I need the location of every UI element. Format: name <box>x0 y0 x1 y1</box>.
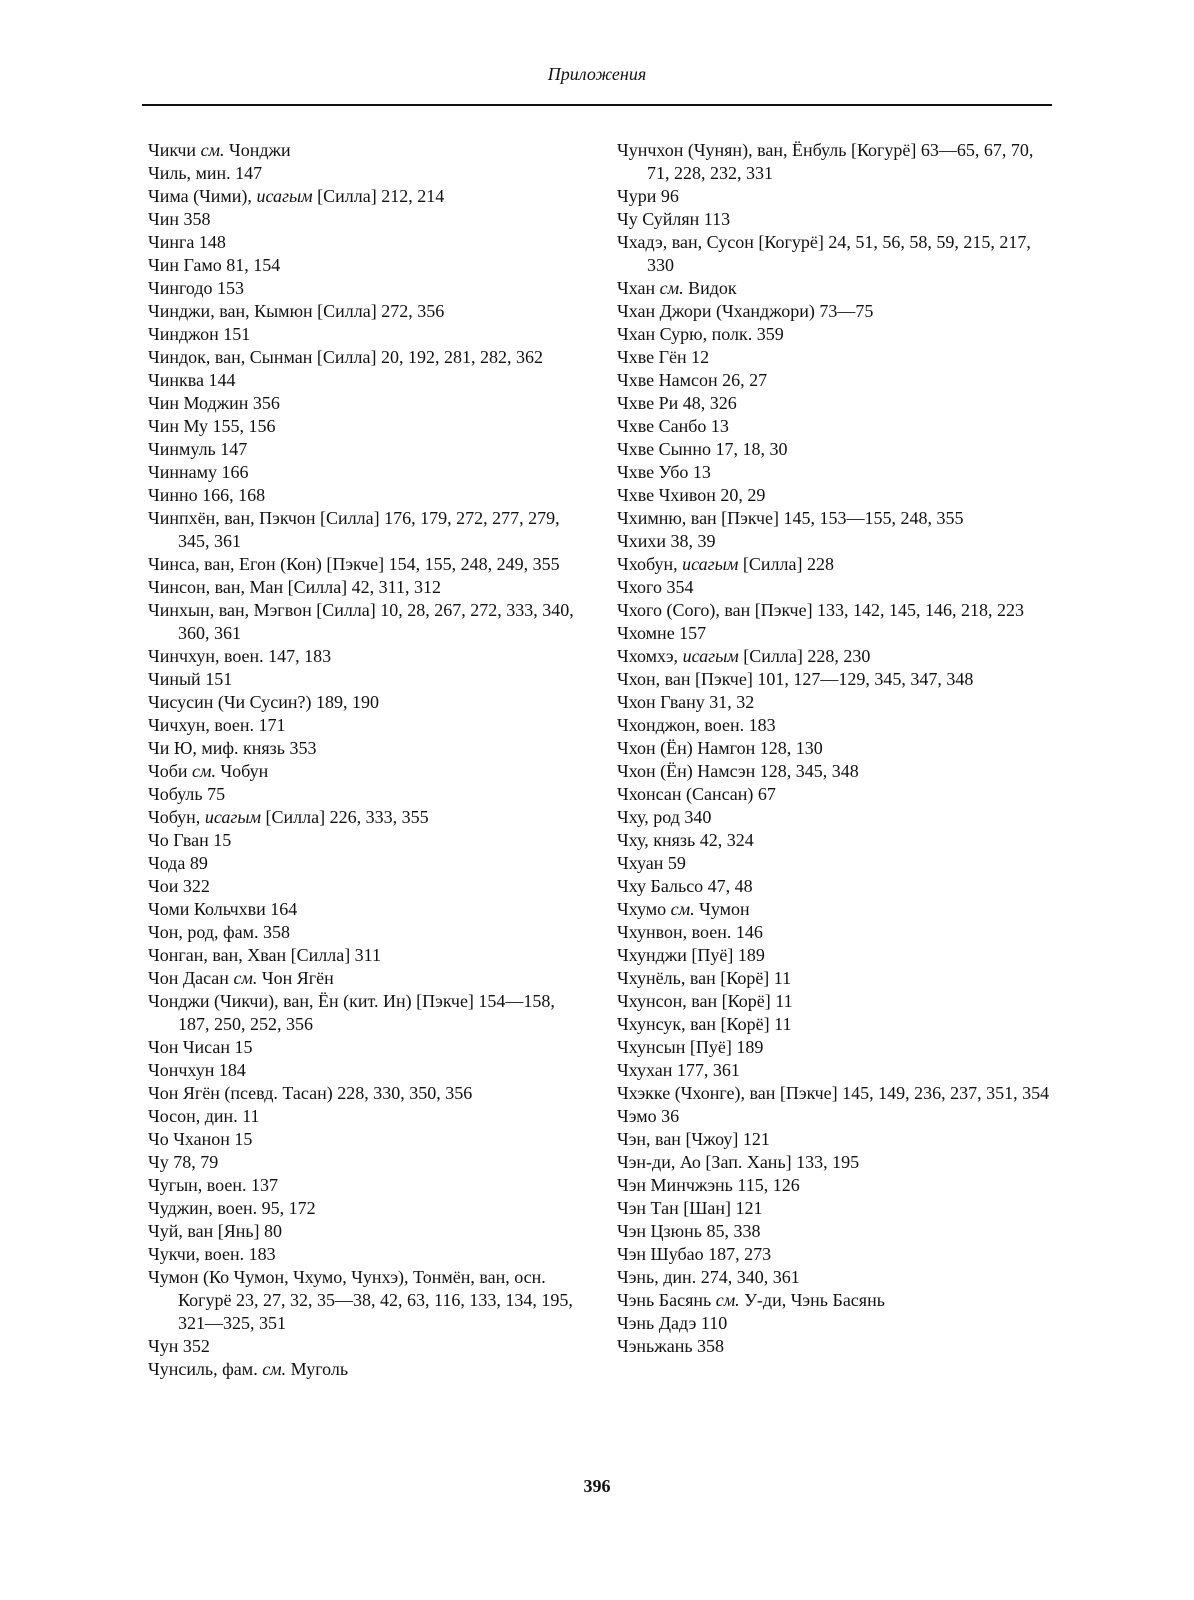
index-entry: Чинджон 151 <box>148 324 251 344</box>
italic-term: исагым <box>204 807 262 827</box>
index-entry: Чисусин (Чи Сусин?) 189, 190 <box>148 692 379 712</box>
index-entry: Чобуль 75 <box>148 784 226 804</box>
index-column-left <box>148 139 585 1381</box>
index-entry: Чон, род, фам. 358 <box>148 922 291 942</box>
index-entry: Чи Ю, миф. князь 353 <box>148 738 317 758</box>
italic-term: исагым <box>682 554 739 574</box>
index-entry: Чон Дасан см. Чон Ягён <box>148 968 334 988</box>
index-entry: Чхунвон, воен. 146 <box>617 922 763 942</box>
page-number: 396 <box>583 1476 611 1496</box>
italic-term: см. <box>192 761 216 781</box>
index-entry: Чэн, ван [Чжоу] 121 <box>617 1129 770 1149</box>
index-entry: Чхумо см. Чумон <box>617 899 750 919</box>
index-entry: Чун 352 <box>148 1336 210 1356</box>
index-entry: Чэн Шубао 187, 273 <box>617 1244 772 1264</box>
italic-term: исагым <box>682 646 739 666</box>
index-entry: Чэн Цзюнь 85, 338 <box>617 1221 761 1241</box>
index-entry: Чинса, ван, Егон (Кон) [Пэкче] 154, 155, 248, 249, 355 <box>148 554 560 574</box>
index-entry: Чхонджон, воен. 183 <box>617 715 776 735</box>
italic-term: исагым <box>256 186 313 206</box>
index-entry: Чхухан 177, 361 <box>617 1060 740 1080</box>
italic-term: см. <box>659 278 684 298</box>
index-entry: Чху Бальсо 47, 48 <box>617 876 753 896</box>
index-entry: Чхон, ван [Пэкче] 101, 127—129, 345, 347, 348 <box>617 669 974 689</box>
index-entry: Чху, князь 42, 324 <box>617 830 754 850</box>
index-entry: Чинно 166, 168 <box>148 485 266 505</box>
index-entry: Чхомне 157 <box>617 623 707 643</box>
index-entry: Чхомхэ, исагым [Силла] 228, 230 <box>617 646 871 666</box>
index-entry: Чугын, воен. 137 <box>148 1175 279 1195</box>
italic-term: см. <box>200 140 225 160</box>
index-entry: Чон Чисан 15 <box>148 1037 253 1057</box>
running-title: Приложения <box>547 64 647 84</box>
index-entry: Чиндок, ван, Сынман [Силла] 20, 192, 281, 282, 362 <box>148 347 543 367</box>
index-entry: Чхве Намсон 26, 27 <box>617 370 768 390</box>
index-entry: Чобун, исагым [Силла] 226, 333, 355 <box>148 807 429 827</box>
index-entry: Чхунёль, ван [Корё] 11 <box>617 968 792 988</box>
index-entry: Чхихи 38, 39 <box>617 531 716 551</box>
index-entry: Чэн Минчжэнь 115, 126 <box>617 1175 800 1195</box>
index-entry: Чо Гван 15 <box>148 830 232 850</box>
index-entry: Чингодо 153 <box>148 278 245 298</box>
index-entry: Чэн-ди, Ао [Зап. Хань] 133, 195 <box>617 1152 860 1172</box>
index-entry: Чху, род 340 <box>617 807 712 827</box>
index-entry: Чичхун, воен. 171 <box>148 715 286 735</box>
index-entry: Чэн Тан [Шан] 121 <box>617 1198 763 1218</box>
index-entry: Чхобун, исагым [Силла] 228 <box>617 554 834 574</box>
index-entry: Чхимню, ван [Пэкче] 145, 153—155, 248, 355 <box>617 508 964 528</box>
index-entry: Чэнь, дин. 274, 340, 361 <box>617 1267 800 1287</box>
index-entry: Чхого (Сого), ван [Пэкче] 133, 142, 145, 146, 218, 223 <box>617 600 1025 620</box>
index-entry: Чуджин, воен. 95, 172 <box>148 1198 316 1218</box>
index-entry: Чин Гамо 81, 154 <box>148 255 281 275</box>
index-entry: Чэмо 36 <box>617 1106 680 1126</box>
index-entry: Чинджи, ван, Кымюн [Силла] 272, 356 <box>148 301 445 321</box>
index-entry: Чинмуль 147 <box>148 439 248 459</box>
index-entry: Чхве Убо 13 <box>617 462 711 482</box>
index-entry: Чхунсон, ван [Корё] 11 <box>617 991 793 1011</box>
index-entry: Чхунсын [Пуё] 189 <box>617 1037 764 1057</box>
index-entry: Чиный 151 <box>148 669 233 689</box>
index-entry: Чукчи, воен. 183 <box>148 1244 276 1264</box>
index-entry: Чоби см. Чобун <box>148 761 269 781</box>
index-entry: Чэньжань 358 <box>617 1336 725 1356</box>
index-entry: Чхан Джори (Чханджори) 73—75 <box>617 301 874 321</box>
index-entry: Чикчи см. Чонджи <box>148 140 291 160</box>
index-entry: Чэнь Дадэ 110 <box>617 1313 728 1333</box>
index-entry: Чода 89 <box>148 853 208 873</box>
index-entry: Чинчхун, воен. 147, 183 <box>148 646 332 666</box>
index-entry: Чхадэ, ван, Сусон [Когурё] 24, 51, 56, 58, 59, 215, 217, 330 <box>617 232 1031 275</box>
index-entry: Чунсиль, фам. см. Муголь <box>148 1359 349 1379</box>
index-entry: Чин Му 155, 156 <box>148 416 276 436</box>
index-entry: Чхан Сурю, полк. 359 <box>617 324 784 344</box>
index-entry: Чумон (Ко Чумон, Чхумо, Чунхэ), Тонмён, ван, осн. Когурё 23, 27, 32, 35—38, 42, 63, 116, 133, 134, 195, 321—325, 351 <box>148 1267 573 1333</box>
index-entry: Чу 78, 79 <box>148 1152 219 1172</box>
index-entry: Чои 322 <box>148 876 210 896</box>
index-entry: Чхве Чхивон 20, 29 <box>617 485 766 505</box>
header-rule <box>142 104 1052 106</box>
index-entry: Чу Суйлян 113 <box>617 209 731 229</box>
italic-term: см. <box>670 899 695 919</box>
index-entry: Чинква 144 <box>148 370 236 390</box>
index-entry: Чинсон, ван, Ман [Силла] 42, 311, 312 <box>148 577 442 597</box>
index-entry: Чхонсан (Сансан) 67 <box>617 784 776 804</box>
index-entry: Чэнь Басянь см. У-ди, Чэнь Басянь <box>617 1290 885 1310</box>
italic-term: см. <box>715 1290 740 1310</box>
italic-term: см. <box>233 968 258 988</box>
index-entry: Чхон (Ён) Намсэн 128, 345, 348 <box>617 761 859 781</box>
index-entry: Чоми Кольчхви 164 <box>148 899 298 919</box>
index-entry: Чинпхён, ван, Пэкчон [Силла] 176, 179, 272, 277, 279, 345, 361 <box>148 508 560 551</box>
index-entry: Чончхун 184 <box>148 1060 246 1080</box>
index-entry: Чхуан 59 <box>617 853 686 873</box>
index-entry: Чхан см. Видок <box>617 278 737 298</box>
index-entry: Чин 358 <box>148 209 211 229</box>
index-entry: Чури 96 <box>617 186 679 206</box>
index-entry: Чхунджи [Пуё] 189 <box>617 945 765 965</box>
index-entry: Чхого 354 <box>617 577 694 597</box>
index-entry: Чхон Гвану 31, 32 <box>617 692 755 712</box>
index-entry: Чима (Чими), исагым [Силла] 212, 214 <box>148 186 445 206</box>
index-entry: Чхве Ри 48, 326 <box>617 393 737 413</box>
index-entry: Чхве Сынно 17, 18, 30 <box>617 439 788 459</box>
index-entry: Чинхын, ван, Мэгвон [Силла] 10, 28, 267, 272, 333, 340, 360, 361 <box>148 600 574 643</box>
index-entry: Чин Моджин 356 <box>148 393 280 413</box>
index-entry: Чонган, ван, Хван [Силла] 311 <box>148 945 382 965</box>
index-entry: Чиль, мин. 147 <box>148 163 263 183</box>
index-entry: Чонджи (Чикчи), ван, Ён (кит. Ин) [Пэкче] 154—158, 187, 250, 252, 356 <box>148 991 555 1034</box>
index-entry: Чхве Гён 12 <box>617 347 710 367</box>
index-entry: Чиннаму 166 <box>148 462 249 482</box>
index-entry: Чо Чханон 15 <box>148 1129 253 1149</box>
index-column-right <box>617 139 1054 1358</box>
index-entry: Чхэкке (Чхонге), ван [Пэкче] 145, 149, 236, 237, 351, 354 <box>617 1083 1050 1103</box>
index-entry: Чхунсук, ван [Корё] 11 <box>617 1014 792 1034</box>
italic-term: см. <box>262 1359 287 1379</box>
index-entry: Чхон (Ён) Намгон 128, 130 <box>617 738 823 758</box>
index-entry: Чхве Санбо 13 <box>617 416 729 436</box>
index-entry: Чосон, дин. 11 <box>148 1106 260 1126</box>
index-entry: Чинга 148 <box>148 232 226 252</box>
index-entry: Чон Ягён (псевд. Тасан) 228, 330, 350, 356 <box>148 1083 473 1103</box>
index-entry: Чунчхон (Чунян), ван, Ёнбуль [Когурё] 63—65, 67, 70, 71, 228, 232, 331 <box>617 140 1034 183</box>
index-entry: Чуй, ван [Янь] 80 <box>148 1221 283 1241</box>
